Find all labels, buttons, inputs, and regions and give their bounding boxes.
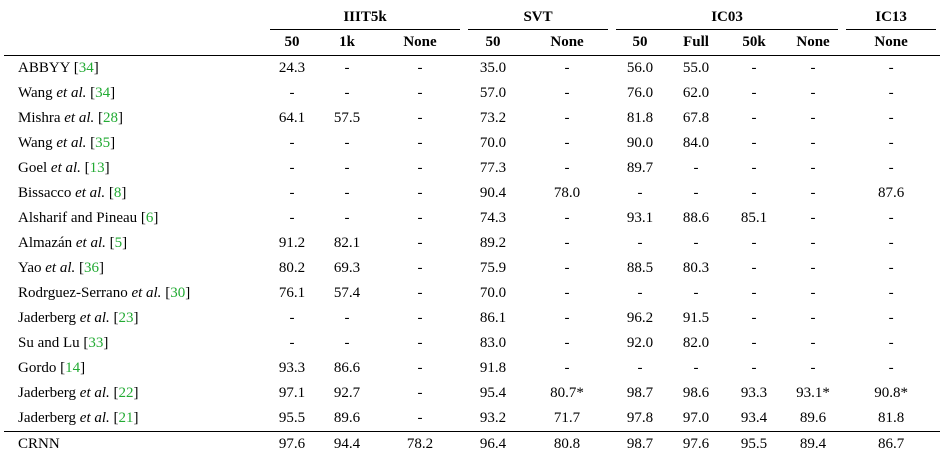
method-cell [4,106,266,131]
cite-open-bracket: [ [109,310,119,326]
method-cell [4,356,266,381]
value-cell: - [417,385,423,401]
value-cell: - [888,160,894,176]
method-name: Su and Lu [18,335,80,351]
value-cell: 77.3 [479,160,507,176]
subheader-cell: 50 [266,30,318,56]
value-cell: - [888,110,894,126]
value-cell: - [417,285,423,301]
value-cell: 90.8* [874,385,908,401]
value-cell: - [417,85,423,101]
citation-ref: 36 [84,260,99,276]
value-cell: - [888,360,894,376]
cite-close-bracket: ] [93,60,99,76]
value-cell: - [564,135,570,151]
table-row [4,206,940,231]
value-cell: - [344,335,350,351]
method-etal: et al. [79,385,110,401]
value-cell: 81.8 [626,110,654,126]
value-cell: - [637,235,643,251]
value-cell: 75.9 [479,260,507,276]
value-cell: 96.2 [626,310,654,326]
value-cell: 93.1 [626,210,654,226]
value-cell: 93.3 [278,360,306,376]
value-cell: 24.3 [278,60,306,76]
value-cell: - [637,185,643,201]
table-row [4,231,940,256]
value-cell: 89.6 [333,410,361,426]
value-cell: 76.0 [626,85,654,101]
group-header-ic03: IC03 [612,5,842,30]
value-cell: - [417,235,423,251]
citation-ref: 34 [78,60,94,76]
value-cell: - [751,285,757,301]
value-cell: - [564,335,570,351]
group-header-row [4,5,940,30]
value-cell: 83.0 [479,335,507,351]
cite-close-bracket: ] [133,410,139,426]
method-name: Jaderberg [18,410,80,426]
value-cell: - [751,85,757,101]
subheader-cell: 50k [724,30,784,56]
subheader-cell: None [842,30,940,56]
group-header-svt: SVT [464,5,612,30]
value-cell: 62.0 [682,85,710,101]
cite-open-bracket: [ [109,385,119,401]
value-cell: - [564,285,570,301]
value-cell: - [888,310,894,326]
method-etal: et al. [64,110,95,126]
method-name: CRNN [18,436,60,452]
value-cell: 73.2 [479,110,507,126]
value-cell: - [289,335,295,351]
value-cell: 86.7 [842,432,940,458]
citation-ref: 21 [118,410,134,426]
value-cell: 78.2 [376,432,464,458]
table-row [4,381,940,406]
value-cell: 93.1* [796,385,830,401]
value-cell: 80.8 [522,432,612,458]
value-cell: - [417,410,423,426]
value-cell: 64.1 [278,110,306,126]
value-cell: 88.5 [626,260,654,276]
value-cell: 93.4 [740,410,768,426]
value-cell: - [417,335,423,351]
citation-ref: 33 [88,335,104,351]
value-cell: - [637,360,643,376]
value-cell: 86.1 [479,310,507,326]
value-cell: 71.7 [553,410,581,426]
method-etal: et al. [79,310,110,326]
value-cell: - [810,135,816,151]
cite-open-bracket: [ [86,85,96,101]
method-name: Yao [18,260,46,276]
subheader-cell: 50 [612,30,668,56]
value-cell: 91.8 [479,360,507,376]
cite-close-bracket: ] [133,385,139,401]
table-row [4,432,940,458]
value-cell: 56.0 [626,60,654,76]
value-cell: 82.0 [682,335,710,351]
value-cell: - [564,110,570,126]
value-cell: - [888,135,894,151]
value-cell: 35.0 [479,60,507,76]
method-etal: et al. [75,185,106,201]
method-name: Alsharif and Pineau [18,210,138,226]
method-cell [4,156,266,181]
value-cell: - [751,110,757,126]
value-cell: - [810,360,816,376]
value-cell: - [417,185,423,201]
value-cell: 89.2 [479,235,507,251]
cite-close-bracket: ] [185,285,191,301]
method-etal: et al. [75,235,106,251]
value-cell: 95.5 [724,432,784,458]
subheader-cell: Full [668,30,724,56]
value-cell: - [810,60,816,76]
value-cell: - [344,135,350,151]
method-cell [4,256,266,281]
value-cell: - [693,285,699,301]
value-cell: 70.0 [479,135,507,151]
value-cell: - [810,185,816,201]
value-cell: 97.8 [626,410,654,426]
cite-close-bracket: ] [80,360,86,376]
table-row [4,181,940,206]
value-cell: - [693,185,699,201]
value-cell: 92.0 [626,335,654,351]
value-cell: - [344,210,350,226]
value-cell: 80.3 [682,260,710,276]
cite-open-bracket: [ [80,160,90,176]
value-cell: - [289,185,295,201]
method-cell [4,231,266,256]
method-cell [4,432,266,458]
value-cell: - [564,360,570,376]
cite-close-bracket: ] [121,185,127,201]
citation-ref: 22 [118,385,134,401]
value-cell: - [289,310,295,326]
cite-close-bracket: ] [110,85,116,101]
value-cell: 90.4 [479,185,507,201]
value-cell: - [888,235,894,251]
citation-ref: 34 [95,85,111,101]
value-cell: 92.7 [333,385,361,401]
cite-close-bracket: ] [118,110,123,126]
value-cell: - [344,60,350,76]
value-cell: - [810,235,816,251]
value-cell: 74.3 [479,210,507,226]
value-cell: - [564,85,570,101]
citation-ref: 5 [114,235,123,251]
method-name: Mishra [18,110,65,126]
value-cell: - [289,210,295,226]
citation-ref: 14 [65,360,81,376]
value-cell: 55.0 [682,60,710,76]
cite-open-bracket: [ [105,185,114,201]
value-cell: 89.7 [626,160,654,176]
subheader-empty [4,30,266,56]
method-cell [4,331,266,356]
value-cell: 97.1 [278,385,306,401]
corner-cell [4,5,266,30]
citation-ref: 8 [113,185,122,201]
value-cell: - [564,60,570,76]
subheader-row [4,30,940,56]
value-cell: 67.8 [682,110,710,126]
cite-close-bracket: ] [103,335,109,351]
cite-close-bracket: ] [99,260,104,276]
cite-open-bracket: [ [69,60,79,76]
value-cell: - [289,135,295,151]
table-row [4,156,940,181]
cite-close-bracket: ] [110,135,116,151]
cite-close-bracket: ] [104,160,110,176]
value-cell: - [344,85,350,101]
value-cell: 89.4 [784,432,842,458]
value-cell: - [888,285,894,301]
value-cell: 87.6 [877,185,905,201]
cite-open-bracket: [ [105,235,115,251]
value-cell: - [344,310,350,326]
method-name: Jaderberg [18,310,80,326]
value-cell: - [693,360,699,376]
value-cell: 80.7* [550,385,584,401]
value-cell: 78.0 [553,185,581,201]
value-cell: 82.1 [333,235,361,251]
value-cell: 91.2 [278,235,306,251]
value-cell: - [810,285,816,301]
value-cell: - [888,210,894,226]
value-cell: - [417,310,423,326]
value-cell: 97.6 [668,432,724,458]
value-cell: - [564,310,570,326]
subheader-cell: None [376,30,464,56]
value-cell: 57.0 [479,85,507,101]
value-cell: - [810,210,816,226]
method-cell [4,131,266,156]
table-row [4,56,940,82]
value-cell: - [344,160,350,176]
value-cell: 88.6 [682,210,710,226]
value-cell: 85.1 [740,210,768,226]
value-cell: - [751,185,757,201]
method-name: Almazán [18,235,76,251]
citation-ref: 13 [89,160,105,176]
value-cell: 86.6 [333,360,361,376]
value-cell: - [693,235,699,251]
method-etal: et al. [56,135,87,151]
citation-ref: 30 [170,285,186,301]
method-name: Goel [18,160,51,176]
value-cell: 84.0 [682,135,710,151]
method-etal: et al. [45,260,76,276]
value-cell: 98.6 [682,385,710,401]
value-cell: 81.8 [877,410,905,426]
value-cell: 96.4 [464,432,522,458]
citation-ref: 28 [103,110,118,126]
method-etal: et al. [56,85,87,101]
value-cell: 94.4 [318,432,376,458]
value-cell: 76.1 [278,285,306,301]
value-cell: 57.4 [333,285,361,301]
method-cell [4,81,266,106]
value-cell: 93.2 [479,410,507,426]
value-cell: - [888,260,894,276]
value-cell: - [810,160,816,176]
value-cell: - [751,235,757,251]
cite-open-bracket: [ [137,210,146,226]
value-cell: - [417,160,423,176]
method-etal: et al. [50,160,81,176]
subheader-cell: 1k [318,30,376,56]
value-cell: - [417,60,423,76]
value-cell: 91.5 [682,310,710,326]
value-cell: - [751,310,757,326]
value-cell: - [751,135,757,151]
value-cell: 97.6 [266,432,318,458]
method-cell [4,281,266,306]
group-header-iiit5k: IIIT5k [266,5,464,30]
method-etal: et al. [79,410,110,426]
table-row [4,406,940,432]
method-cell [4,381,266,406]
table-row [4,81,940,106]
method-name: Wang [18,135,57,151]
value-cell: - [289,85,295,101]
cite-open-bracket: [ [79,335,89,351]
method-name: Wang [18,85,57,101]
method-name: Bissacco [18,185,76,201]
value-cell: - [810,85,816,101]
value-cell: - [417,110,423,126]
value-cell: 95.4 [479,385,507,401]
citation-ref: 23 [118,310,134,326]
cite-close-bracket: ] [122,235,128,251]
value-cell: 93.3 [740,385,768,401]
value-cell: - [751,360,757,376]
method-name: ABBYY [18,60,70,76]
cite-open-bracket: [ [86,135,96,151]
method-name: Rodrguez-Serrano [18,285,132,301]
value-cell: 70.0 [479,285,507,301]
value-cell: - [888,85,894,101]
value-cell: 97.0 [682,410,710,426]
value-cell: - [417,260,423,276]
value-cell: - [693,160,699,176]
table-row [4,331,940,356]
method-etal: et al. [131,285,162,301]
cite-close-bracket: ] [153,210,159,226]
method-name: Jaderberg [18,385,80,401]
value-cell: - [289,160,295,176]
value-cell: - [751,335,757,351]
table-row [4,306,940,331]
value-cell: - [751,60,757,76]
value-cell: 90.0 [626,135,654,151]
results-table [4,5,940,457]
value-cell: - [751,260,757,276]
value-cell: - [888,60,894,76]
value-cell: - [637,285,643,301]
method-cell [4,306,266,331]
table-row [4,106,940,131]
value-cell: - [810,260,816,276]
table-body [4,56,940,458]
citation-ref: 6 [145,210,154,226]
value-cell: - [564,160,570,176]
cite-open-bracket: [ [161,285,171,301]
value-cell: - [810,310,816,326]
value-cell: - [564,235,570,251]
table-row [4,256,940,281]
value-cell: - [417,210,423,226]
value-cell: - [751,160,757,176]
table-row [4,131,940,156]
value-cell: 69.3 [333,260,361,276]
cite-open-bracket: [ [109,410,119,426]
method-cell [4,181,266,206]
cite-close-bracket: ] [133,310,139,326]
value-cell: 98.7 [612,432,668,458]
value-cell: - [810,335,816,351]
table-row [4,356,940,381]
method-name: Gordo [18,360,57,376]
table-row [4,281,940,306]
cite-open-bracket: [ [94,110,103,126]
value-cell: 98.7 [626,385,654,401]
subheader-cell: 50 [464,30,522,56]
value-cell: - [888,335,894,351]
value-cell: - [417,135,423,151]
value-cell: 80.2 [278,260,306,276]
value-cell: - [564,210,570,226]
value-cell: - [417,360,423,376]
cite-open-bracket: [ [75,260,84,276]
method-cell [4,206,266,231]
value-cell: 57.5 [333,110,361,126]
value-cell: - [564,260,570,276]
method-cell [4,56,266,82]
value-cell: 95.5 [278,410,306,426]
citation-ref: 35 [95,135,111,151]
subheader-cell: None [522,30,612,56]
value-cell: 89.6 [799,410,827,426]
group-header-ic13: IC13 [842,5,940,30]
cite-open-bracket: [ [56,360,66,376]
method-cell [4,406,266,432]
subheader-cell: None [784,30,842,56]
value-cell: - [810,110,816,126]
value-cell: - [344,185,350,201]
